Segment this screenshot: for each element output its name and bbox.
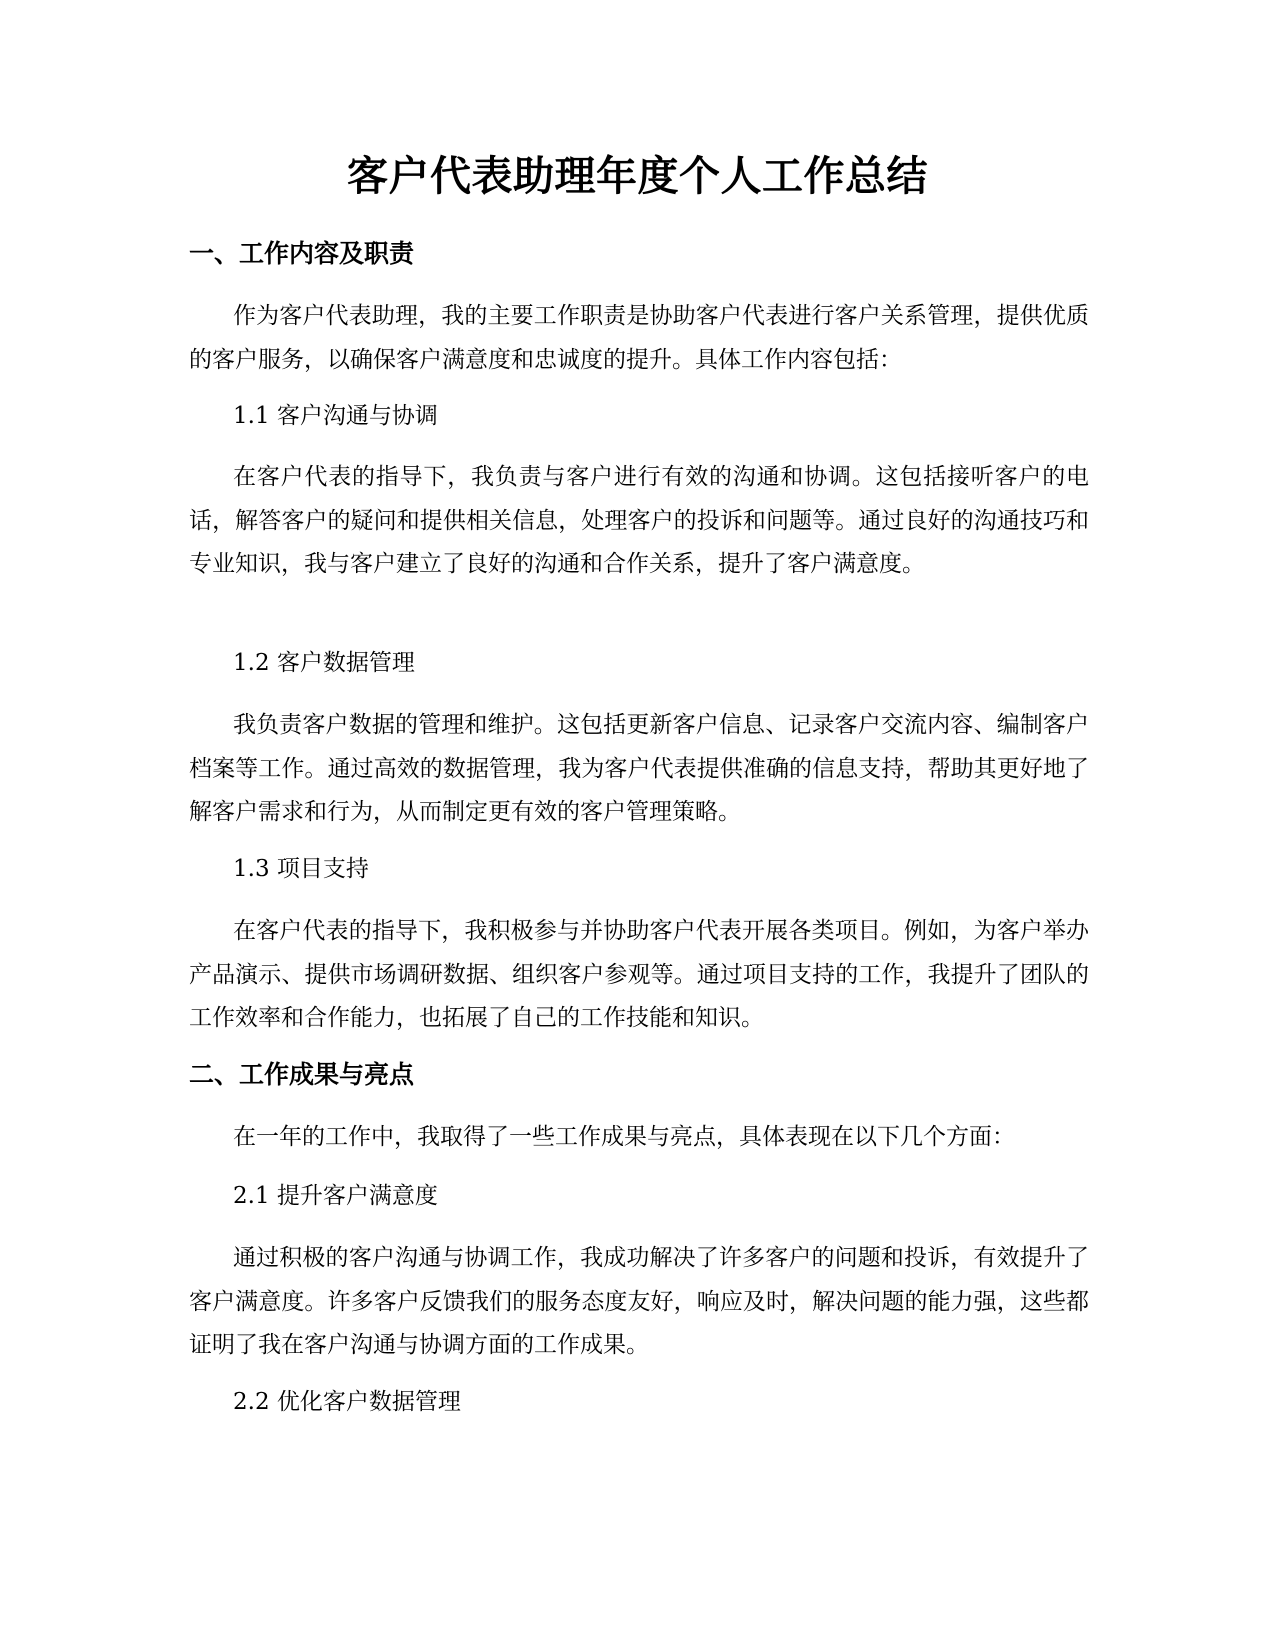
paragraph-1-2: 我负责客户数据的管理和维护。这包括更新客户信息、记录客户交流内容、编制客户档案等工作。通过高效的数据管理，我为客户代表提供准确的信息支持，帮助其更好地了解客户需求和行为，从而制定更有效的客户管理策略。: [189, 712, 1089, 825]
section-heading-2: 二、工作成果与亮点: [189, 1060, 415, 1089]
paragraph-2-1: 通过积极的客户沟通与协调工作，我成功解决了许多客户的问题和投诉，有效提升了客户满意度。许多客户反馈我们的服务态度友好，响应及时，解决问题的能力强，这些都证明了我在客户沟通与协调方面的工作成果。: [189, 1245, 1089, 1358]
subheading-1-1: 1.1 客户沟通与协调: [233, 403, 438, 429]
section-1-intro: 作为客户代表助理，我的主要工作职责是协助客户代表进行客户关系管理，提供优质的客户服务，以确保客户满意度和忠诚度的提升。具体工作内容包括：: [189, 303, 1089, 373]
section-heading-1: 一、工作内容及职责: [189, 239, 415, 268]
section-2-intro: 在一年的工作中，我取得了一些工作成果与亮点，具体表现在以下几个方面：: [233, 1124, 1015, 1150]
subheading-1-3: 1.3 项目支持: [233, 856, 369, 882]
subheading-2-1: 2.1 提升客户满意度: [233, 1183, 438, 1209]
paragraph-1-1: 在客户代表的指导下，我负责与客户进行有效的沟通和协调。这包括接听客户的电话，解答客户的疑问和提供相关信息，处理客户的投诉和问题等。通过良好的沟通技巧和专业知识，我与客户建立了良好的沟通和合作关系，提升了客户满意度。: [189, 464, 1089, 577]
subheading-1-2: 1.2 客户数据管理: [233, 650, 415, 676]
document-title: 客户代表助理年度个人工作总结: [347, 152, 928, 200]
subheading-2-2: 2.2 优化客户数据管理: [233, 1389, 461, 1415]
paragraph-1-3: 在客户代表的指导下，我积极参与并协助客户代表开展各类项目。例如，为客户举办产品演示、提供市场调研数据、组织客户参观等。通过项目支持的工作，我提升了团队的工作效率和合作能力，也拓展了自己的工作技能和知识。: [189, 918, 1089, 1031]
